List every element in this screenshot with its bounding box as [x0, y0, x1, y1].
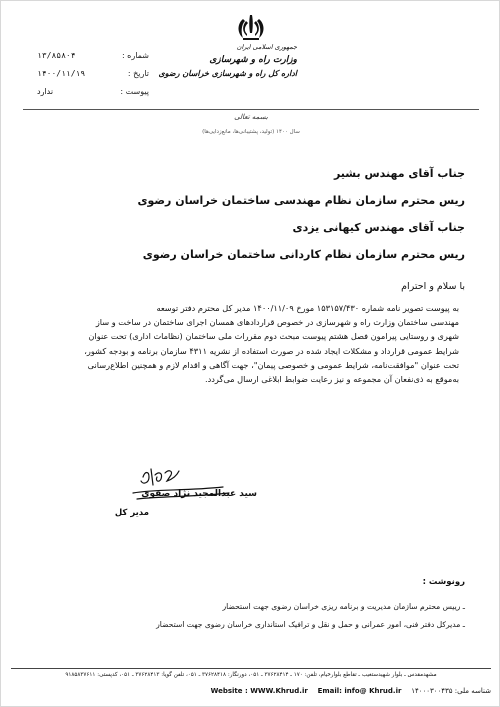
recipient-2-title: ریس محترم سازمان نظام کاردانی ساختمان خراسان رضوی: [142, 248, 465, 261]
recipient-2: جناب آقای مهندس کیهانی یزدی: [292, 221, 465, 234]
footer-divider: [11, 668, 491, 669]
meta-attachment-label: پیوست :: [120, 87, 149, 96]
body-line: مهندسی ساختمان وزارت راه و شهرسازی در خصوص قراردادهای همسان اجرای ساختمان در ساخت و ساز: [95, 317, 459, 328]
body-line: تحت عنوان "موافقت‌نامه، شرایط عمومی و خصوصی پیمان"، جهت آگاهی و اقدام لازم و همچنین اطلاع‌رسانی: [87, 359, 459, 370]
cc-item: ـ رییس محترم سازمان مدیریت و برنامه ریزی خراسان رضوی جهت استحضار: [222, 602, 465, 611]
footer-website: Website : WWW.Khrud.ir: [210, 687, 308, 695]
meta-number-row: [37, 47, 149, 65]
signer-title: مدیر کل: [114, 508, 149, 518]
letter-meta: [37, 47, 149, 101]
body-line: به‌موقع به ذی‌نفعان آن مجموعه و نیز رعایت ضوابط ابلاغی ارسال می‌گردد.: [205, 374, 459, 385]
org-block: [158, 41, 297, 80]
body-line: به پیوست تصویر نامه شماره ۱۵۳۱۵۷/۴۳۰ مورخ ۱۴۰۰/۱۱/۰۹ مدیر کل محترم دفتر توسعه: [156, 303, 459, 313]
handwritten-signature: [125, 463, 235, 513]
header-divider: [23, 109, 479, 110]
org-line-country: جمهوری اسلامی ایران: [236, 43, 297, 51]
meta-attachment-row: [37, 83, 149, 101]
greeting: با سلام و احترام: [401, 281, 465, 292]
recipient-1-title: ریس محترم سازمان نظام مهندسی ساختمان خراسان رضوی: [137, 194, 465, 207]
footer-address: مشهدمقدس ـ بلوار شهیدستغیب ـ تقاطع بلوارخیام، تلفن: ۱۷۰ ـ ۳۷۶۲۸۴۱۴ ـ ۰۵۱، دورنگار: ۳۷۶۲۸۴۱۸ ـ ۰۵۱، تلفن گویا: ۳۷۶۲۸۴۱۳ ـ ۰۵۱، کدپستی: ۹۱۸۵۸۳۷۶۱۱: [65, 672, 437, 678]
cc-item: ـ مدیرکل دفتر فنی، امور عمرانی و حمل و نقل و ترافیک استانداری خراسان رضوی جهت استحضار: [156, 620, 465, 629]
year-slogan: سال ۱۴۰۰ (تولید، پشتیبانی‌ها، مانع‌زدایی‌ها): [202, 129, 300, 135]
body-line: شهری و روستایی پیرامون فصل هشتم پیوست مبحث دوم مقررات ملی ساختمان (نظامات اداری) تحت عنوان: [88, 331, 459, 342]
signer-name: سید عبدالمجید نژاد صفوی: [141, 489, 257, 499]
meta-date-row: [37, 65, 149, 83]
letter-body: [27, 301, 459, 386]
recipient-1: جناب آقای مهندس بشیر: [333, 167, 465, 180]
meta-attachment-value: ندارد: [37, 87, 54, 96]
basmala: بسمه تعالی: [234, 113, 268, 121]
org-line-ministry: وزارت راه و شهرسازی: [209, 55, 297, 65]
org-line-department: اداره کل راه و شهرسازی خراسان رضوی: [158, 68, 297, 78]
meta-number-value: ۱۳/۸۵۸۰۴: [37, 51, 76, 60]
footer-contacts: [141, 687, 491, 695]
footer-email: Email: info@ Khrud.ir: [317, 687, 402, 695]
cc-heading: رونوشت :: [422, 577, 465, 587]
footer-national-id: شناسه ملی: ۱۴۰۰۰۳۰۰۴۳۵: [411, 687, 491, 695]
meta-date-value: ۱۴۰۰/۱۱/۱۹: [37, 69, 86, 78]
meta-date-label: تاریخ :: [127, 69, 149, 78]
meta-number-label: شماره :: [121, 51, 149, 60]
body-line: شرایط عمومی قرارداد و مشکلات ایجاد شده در صورت استفاده از نشریه ۴۳۱۱ سازمان برنامه و بودجه کشور،: [84, 345, 459, 356]
